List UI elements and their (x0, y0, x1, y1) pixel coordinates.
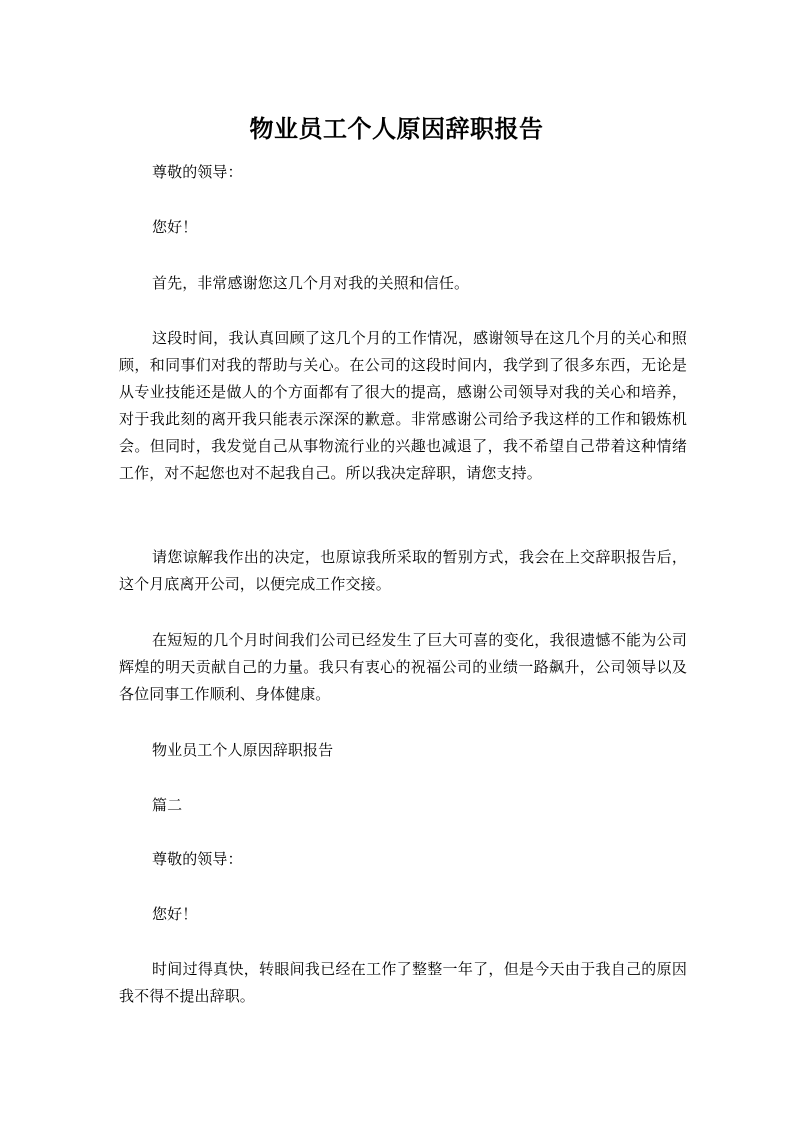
paragraph-body: 这段时间，我认真回顾了这几个月的工作情况，感谢领导在这几个月的关心和照顾，和同事们对我的帮助与关心。在公司的这段时间内，我学到了很多东西，无论是从专业技能还是做人的个方面都有了很大的提高，感谢公司领导对我的关心和培养，对于我此刻的离开我只能表示深深的歉意。非常感谢公司给予我这样的工作和锻炼机会。但同时，我发觉自己从事物流行业的兴趣也减退了，我不希望自己带着这种情绪工作，对不起您也对不起我自己。所以我决定辞职，请您支持。 (119, 329, 687, 482)
section-heading: 物业员工个人原因辞职报告 (152, 741, 334, 759)
paragraph-wishes: 在短短的几个月时间我们公司已经发生了巨大可喜的变化，我很遗憾不能为公司辉煌的明天贡献自己的力量。我只有衷心的祝福公司的业绩一路飙升，公司领导以及各位同事工作顺利、身体健康。 (119, 631, 687, 703)
paragraph-thanks: 首先，非常感谢您这几个月对我的关照和信任。 (152, 274, 470, 292)
paragraph-intro-2: 时间过得真快，转眼间我已经在工作了整整一年了，但是今天由于我自己的原因我不得不提出辞职。 (119, 960, 687, 1005)
section-label: 篇二 (152, 796, 183, 814)
paragraph-understanding: 请您谅解我作出的决定，也原谅我所采取的暂别方式，我会在上交辞职报告后，这个月底离开公司，以便完成工作交接。 (119, 548, 687, 593)
document-title: 物业员工个人原因辞职报告 (249, 115, 544, 143)
salutation-2: 尊敬的领导： (152, 850, 243, 868)
salutation: 尊敬的领导： (152, 163, 243, 181)
greeting: 您好！ (152, 218, 198, 236)
greeting-2: 您好！ (152, 905, 198, 923)
